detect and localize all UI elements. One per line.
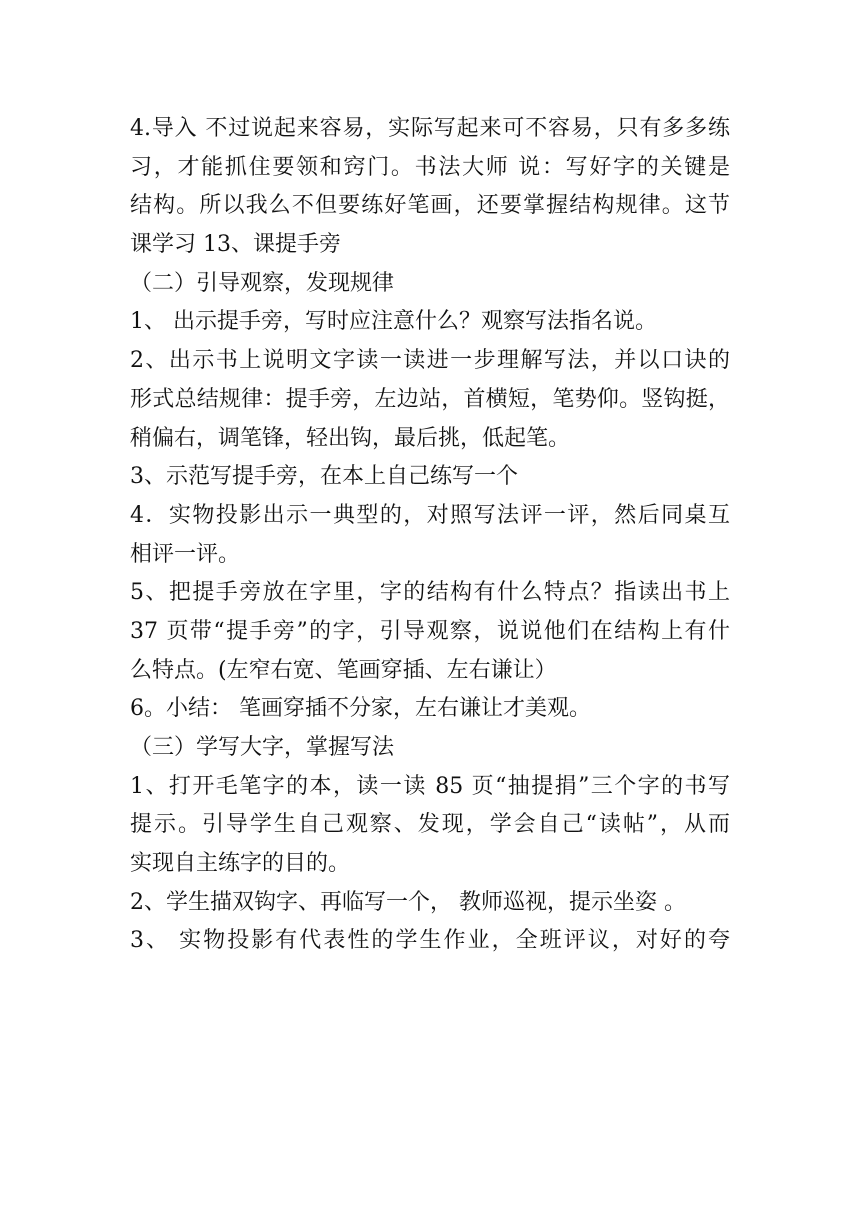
text-line: 6。小结： 笔画穿插不分家，左右谦让才美观。 bbox=[130, 696, 591, 722]
text-line: 2、学生描双钩字、再临写一个， 教师巡视，提示坐姿 。 bbox=[130, 889, 686, 915]
text-line: 4.导入 不过说起来容易，实际写起来可不容易，只有多多练 bbox=[130, 116, 730, 141]
text-line: 2、出示书上说明文字读一读进一步理解写法，并以口诀的 bbox=[130, 348, 730, 374]
text-line: 习，才能抓住要领和窍门。书法大师 说：写好字的关键是 bbox=[130, 154, 730, 180]
text-line: 形式总结规律：提手旁，左边站，首横短，笔势仰。竖钩挺， bbox=[130, 386, 730, 412]
text-line: 么特点。(左窄右宽、笔画穿插、左右谦让） bbox=[130, 657, 557, 683]
text-line: 实现自主练字的目的。 bbox=[130, 851, 351, 877]
text-line: （三）学写大字，掌握写法 bbox=[130, 735, 395, 760]
text-line: 3、示范写提手旁，在本上自己练写一个 bbox=[130, 464, 518, 490]
text-line: 课学习 13、课提手旁 bbox=[130, 232, 341, 258]
document-body bbox=[130, 110, 730, 961]
text-line: 稍偏右，调笔锋，轻出钩，最后挑，低起笔。 bbox=[130, 425, 571, 451]
text-line: 结构。所以我么不但要练好笔画，还要掌握结构规律。这节 bbox=[130, 193, 730, 219]
text-line: 37 页带“提手旁”的字，引导观察，说说他们在结构上有什 bbox=[130, 618, 730, 644]
text-line: 4．实物投影出示一典型的，对照写法评一评，然后同桌互 bbox=[130, 502, 730, 528]
text-line: 1、 出示提手旁，写时应注意什么？观察写法指名说。 bbox=[130, 309, 657, 335]
text-line: 5、把提手旁放在字里，字的结构有什么特点？指读出书上 bbox=[130, 580, 730, 606]
text-line: 相评一评。 bbox=[130, 541, 241, 567]
text-line: （二）引导观察，发现规律 bbox=[130, 270, 395, 296]
text-line: 1、打开毛笔字的本，读一读 85 页“抽提捐”三个字的书写 bbox=[130, 773, 730, 799]
text-line: 3、 实物投影有代表性的学生作业，全班评议，对好的夸 bbox=[130, 928, 730, 954]
text-line: 提示。引导学生自己观察、发现，学会自己“读帖”，从而 bbox=[130, 812, 730, 838]
